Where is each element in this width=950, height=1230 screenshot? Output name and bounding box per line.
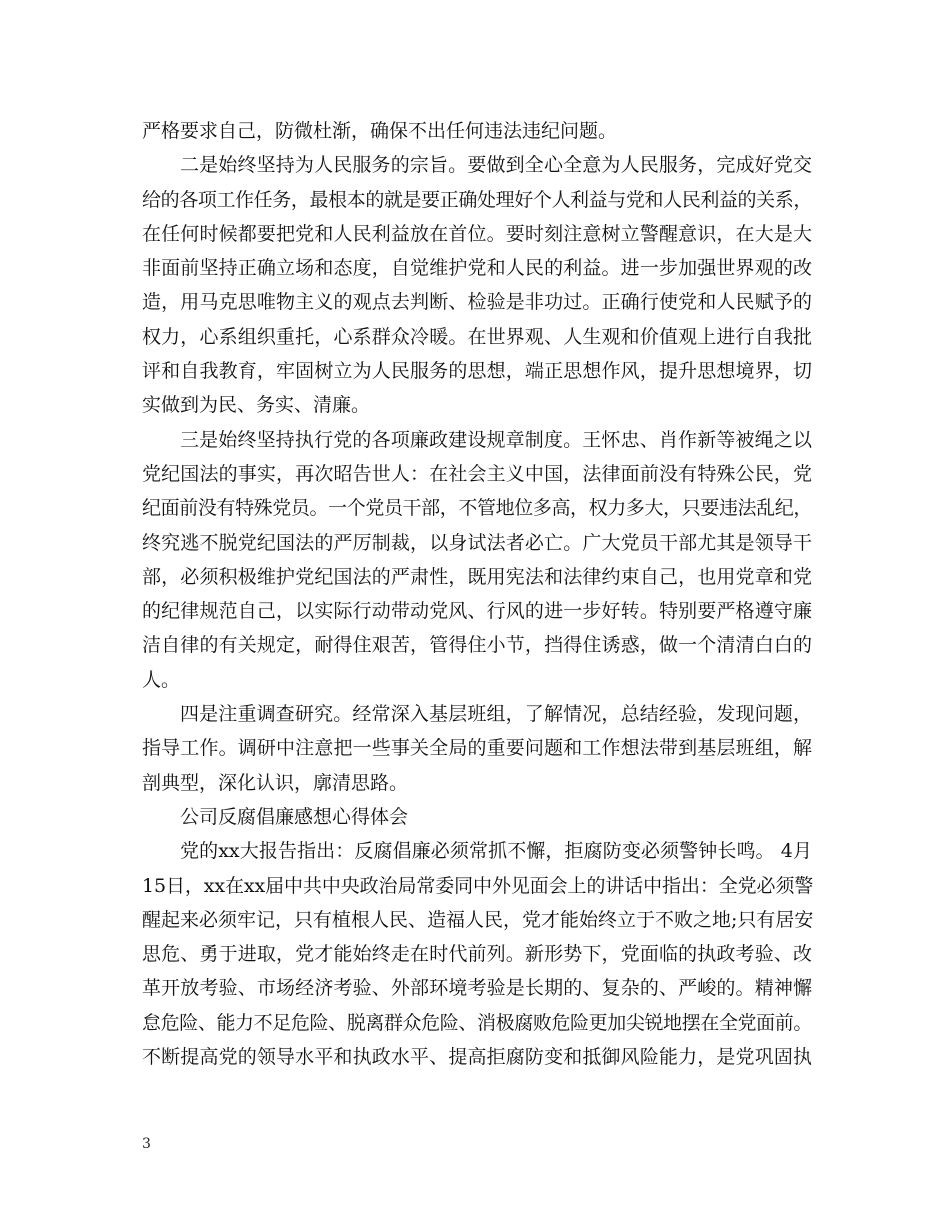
text-line: 实做到为民、务实、清廉。 — [142, 394, 371, 417]
text-line: 15日，xx在xx届中共中央政治局常委同中外见面会上的讲话中指出：全党必须警 — [142, 874, 814, 897]
text-line: 革开放考验、市场经济考验、外部环境考验是长期的、复杂的、严峻的。精神懈 — [142, 977, 812, 1000]
text-line: 思危、勇于进取，党才能始终走在时代前列。新形势下，党面临的执政考验、改 — [142, 943, 812, 966]
text-line: 权力，心系组织重托，心系群众冷暖。在世界观、人生观和价值观上进行自我批 — [142, 325, 812, 348]
text-line: 部，必须积极维护党纪国法的严肃性，既用宪法和法律约束自己，也用党章和党 — [142, 565, 812, 588]
text-line: 三是始终坚持执行党的各项廉政建设规章制度。王怀忠、肖作新等被绳之以 — [180, 428, 812, 451]
text-line: 纪面前没有特殊党员。一个党员干部，不管地位多高，权力多大，只要违法乱纪， — [142, 497, 812, 520]
text-line: 给的各项工作任务，最根本的就是要正确处理好个人利益与党和人民利益的关系， — [142, 188, 812, 211]
text-line: 指导工作。调研中注意把一些事关全局的重要问题和工作想法带到基层班组，解 — [142, 737, 812, 760]
text-line: 的纪律规范自己，以实际行动带动党风、行风的进一步好转。特别要严格遵守廉 — [142, 600, 812, 623]
text-line: 终究逃不脱党纪国法的严厉制裁，以身试法者必亡。广大党员干部尤其是领导干 — [142, 531, 812, 554]
text-line: 评和自我教育，牢固树立为人民服务的思想，端正思想作风，提升思想境界，切 — [142, 360, 812, 383]
text-line: 人。 — [142, 668, 181, 691]
body-text — [142, 114, 812, 1074]
text-line: 在任何时候都要把党和人民利益放在首位。要时刻注意树立警醒意识，在大是大 — [142, 222, 812, 245]
text-line: 党纪国法的事实，再次昭告世人：在社会主义中国，法律面前没有特殊公民，党 — [142, 462, 812, 485]
text-line: 二是始终坚持为人民服务的宗旨。要做到全心全意为人民服务，完成好党交 — [180, 154, 812, 177]
text-line: 不断提高党的领导水平和执政水平、提高拒腐防变和抵御风险能力，是党巩固执 — [142, 1046, 812, 1069]
text-line: 四是注重调查研究。经常深入基层班组，了解情况，总结经验，发现问题， — [180, 703, 812, 726]
text-line: 严格要求自己，防微杜渐，确保不出任何违法违纪问题。 — [142, 120, 618, 142]
section-heading: 公司反腐倡廉感想心得体会 — [180, 805, 409, 828]
text-line: 醒起来必须牢记，只有植根人民、造福人民，党才能始终立于不败之地;只有居安 — [142, 908, 814, 931]
text-line: 剖典型，深化认识，廓清思路。 — [142, 771, 409, 794]
text-line: 怠危险、能力不足危险、脱离群众危险、消极腐败危险更加尖锐地摆在全党面前。 — [142, 1011, 812, 1034]
page-number: 3 — [142, 1136, 151, 1152]
text-line: 洁自律的有关规定，耐得住艰苦，管得住小节，挡得住诱惑，做一个清清白白的 — [142, 634, 812, 657]
text-line: 造，用马克思唯物主义的观点去判断、检验是非功过。正确行使党和人民赋予的 — [142, 291, 812, 314]
text-line: 党的xx大报告指出：反腐倡廉必须常抓不懈，拒腐防变必须警钟长鸣。 4月 — [180, 840, 812, 863]
text-line: 非面前坚持正确立场和态度，自觉维护党和人民的利益。进一步加强世界观的改 — [142, 257, 812, 280]
